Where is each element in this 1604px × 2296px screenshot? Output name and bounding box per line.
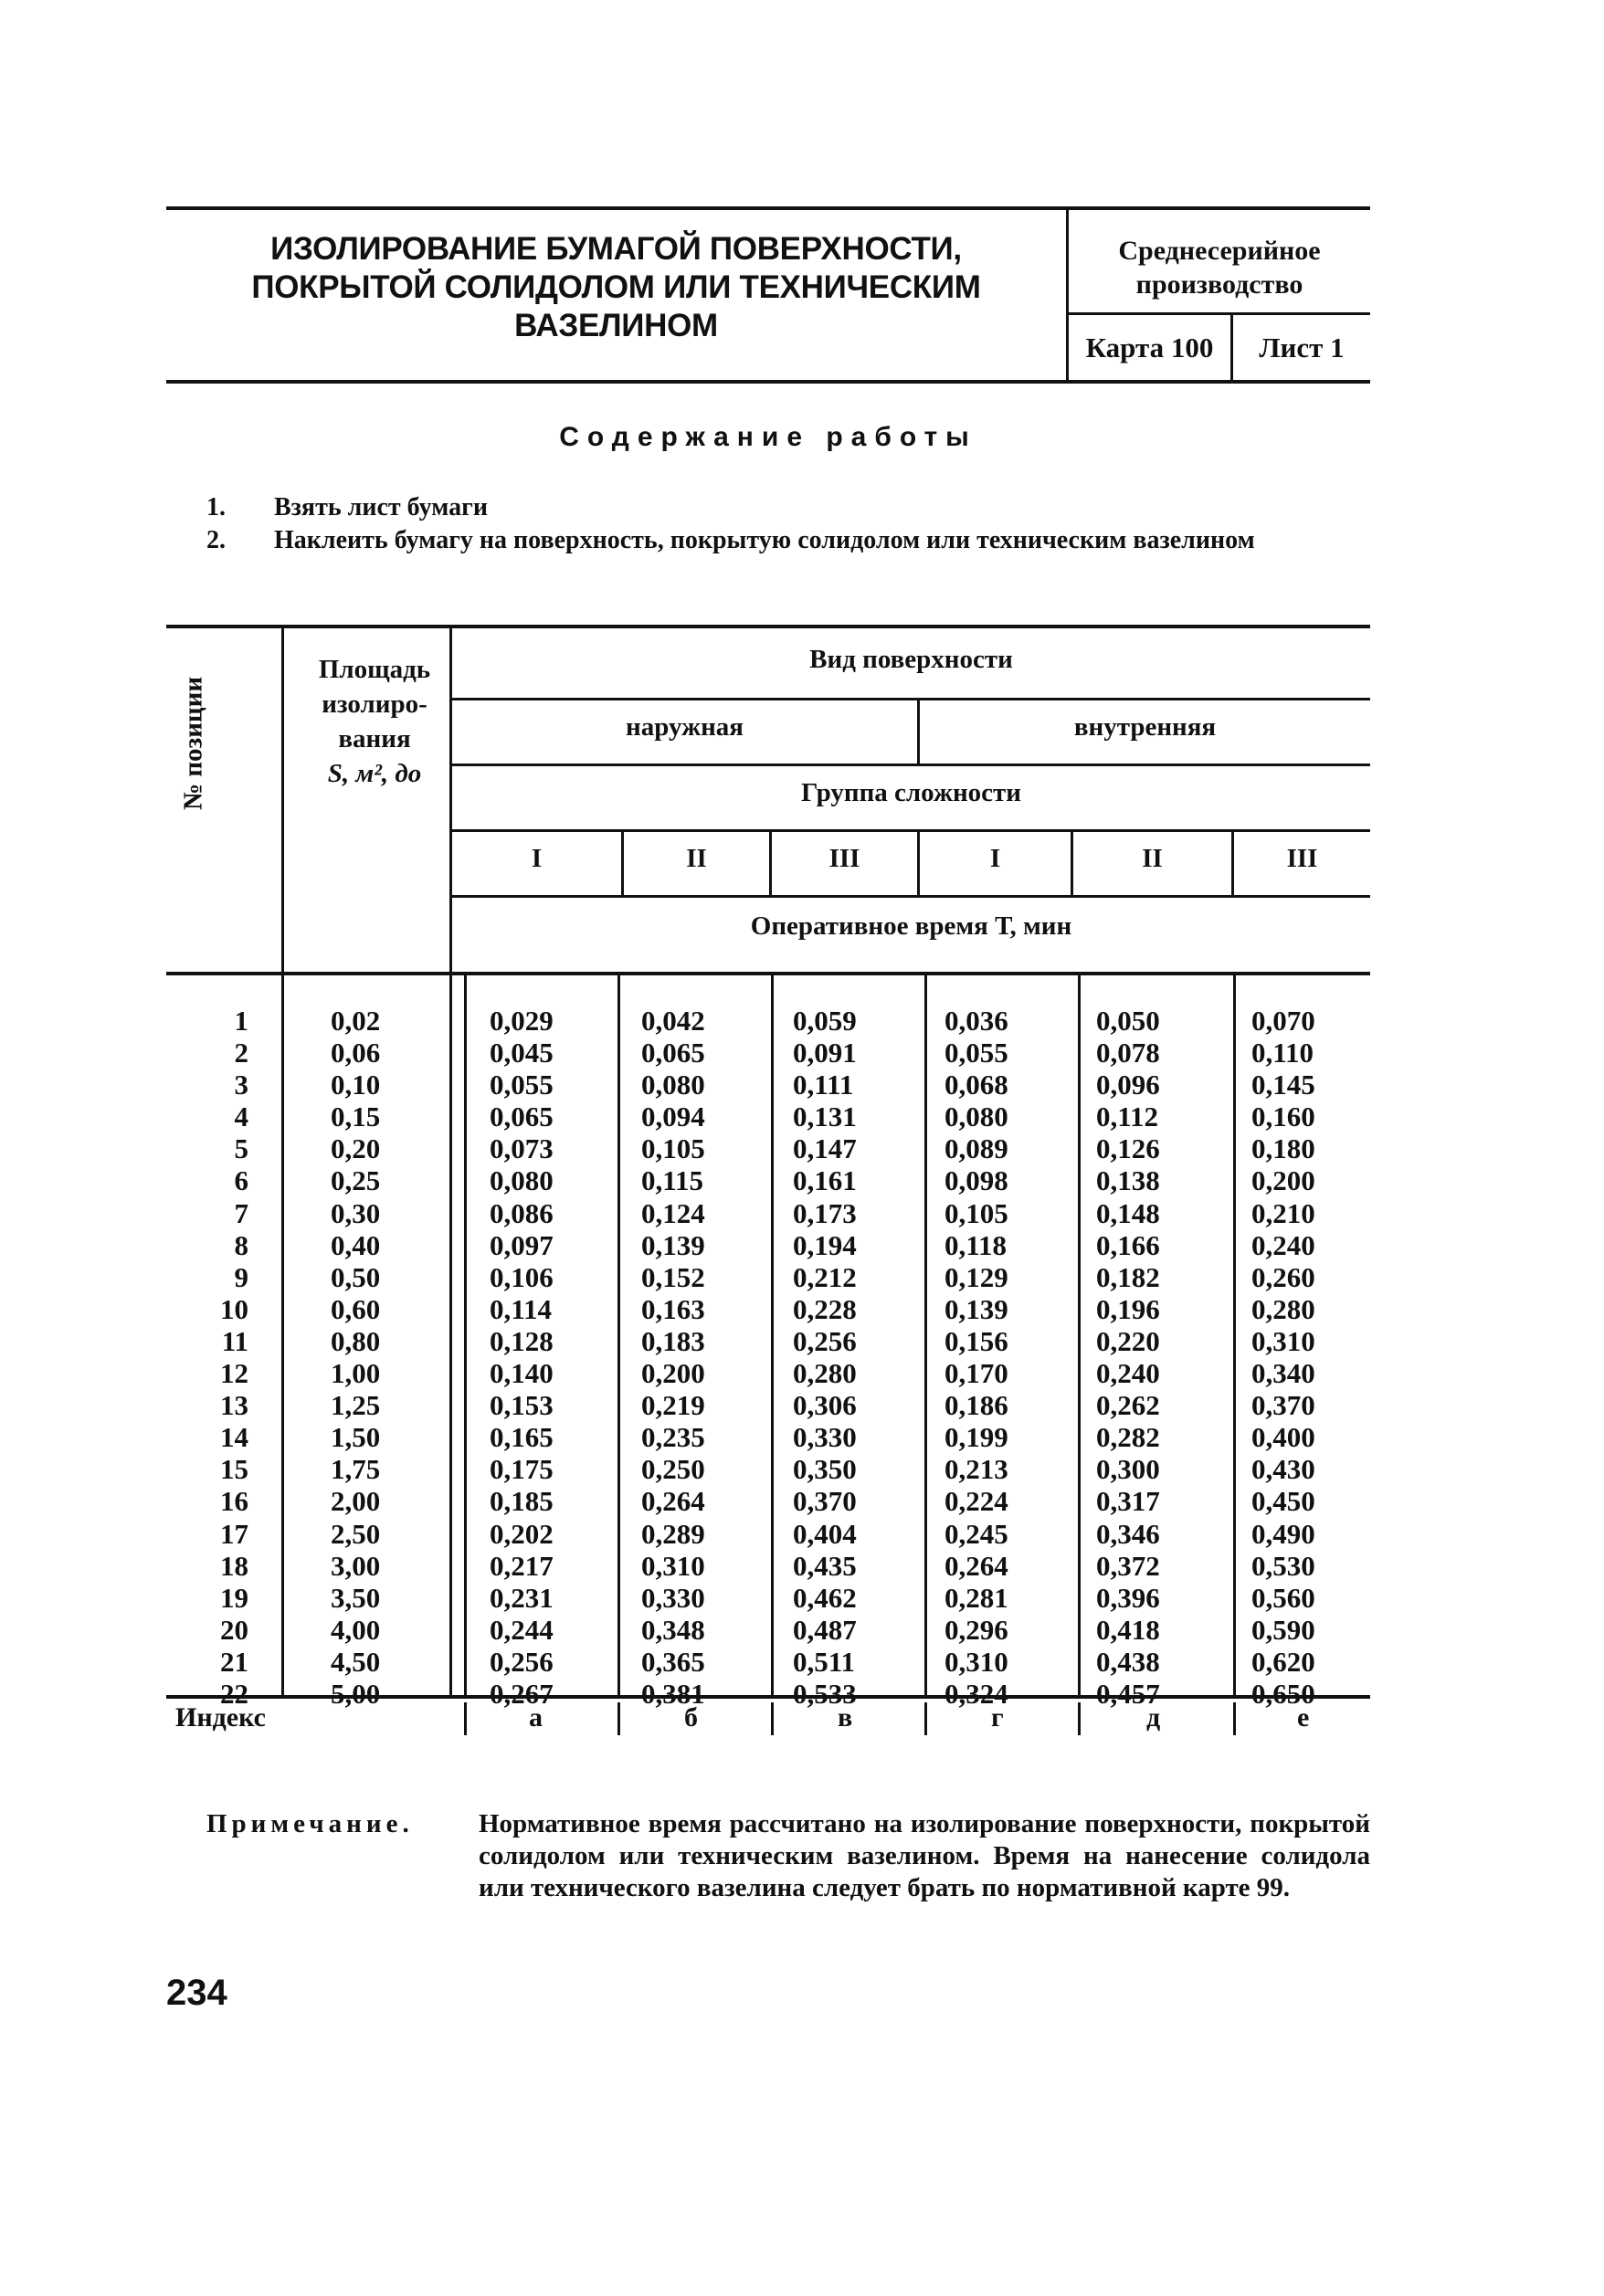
table-rule bbox=[464, 975, 467, 1695]
time-column bbox=[490, 1005, 599, 1710]
time-cell: 0,140 bbox=[490, 1357, 554, 1390]
time-cell: 0,042 bbox=[641, 1005, 705, 1037]
norms-table bbox=[166, 625, 1370, 1786]
time-cell: 0,124 bbox=[641, 1196, 705, 1229]
index-value: б bbox=[684, 1702, 698, 1733]
position-header bbox=[175, 661, 212, 826]
sheet-number: Лист 1 bbox=[1259, 332, 1345, 363]
table-header-rule bbox=[166, 972, 1370, 975]
production-type-line2: производство bbox=[1135, 269, 1303, 300]
time-cell: 0,212 bbox=[793, 1260, 857, 1293]
time-cell: 0,180 bbox=[1251, 1132, 1315, 1165]
position-cell: 12 bbox=[220, 1357, 248, 1390]
area-cell: 0,02 bbox=[331, 1005, 381, 1037]
time-cell: 0,138 bbox=[1096, 1164, 1160, 1197]
time-cell: 0,185 bbox=[490, 1485, 554, 1518]
area-cell: 0,60 bbox=[331, 1292, 381, 1325]
time-cell: 0,152 bbox=[641, 1260, 705, 1293]
time-cell: 0,106 bbox=[490, 1260, 554, 1293]
time-cell: 0,175 bbox=[490, 1453, 554, 1486]
time-cell: 0,404 bbox=[793, 1517, 857, 1550]
time-cell: 0,186 bbox=[944, 1389, 1008, 1422]
time-cell: 0,300 bbox=[1096, 1453, 1160, 1486]
time-cell: 0,400 bbox=[1251, 1421, 1315, 1454]
index-value: в bbox=[838, 1702, 853, 1733]
time-cell: 0,245 bbox=[944, 1517, 1008, 1550]
note-label: Примечание. bbox=[206, 1809, 414, 1838]
time-column bbox=[641, 1005, 751, 1710]
area-header-line: вания bbox=[338, 724, 411, 753]
position-cell: 1 bbox=[234, 1005, 248, 1037]
table-rule bbox=[451, 764, 1370, 766]
position-cell: 5 bbox=[234, 1132, 248, 1165]
time-cell: 0,348 bbox=[641, 1613, 705, 1646]
time-cell: 0,166 bbox=[1096, 1228, 1160, 1261]
time-cell: 0,457 bbox=[1096, 1677, 1160, 1710]
group-header: III bbox=[1286, 844, 1318, 873]
position-cell: 4 bbox=[234, 1101, 248, 1133]
time-cell: 0,450 bbox=[1251, 1485, 1315, 1518]
time-cell: 0,131 bbox=[793, 1101, 857, 1133]
time-cell: 0,165 bbox=[490, 1421, 554, 1454]
area-cell: 1,25 bbox=[331, 1389, 381, 1422]
time-cell: 0,240 bbox=[1251, 1228, 1315, 1261]
time-cell: 0,256 bbox=[490, 1645, 554, 1678]
time-cell: 0,202 bbox=[490, 1517, 554, 1550]
time-cell: 0,098 bbox=[944, 1164, 1008, 1197]
time-cell: 0,170 bbox=[944, 1357, 1008, 1390]
time-cell: 0,111 bbox=[793, 1069, 854, 1101]
area-cell: 0,15 bbox=[331, 1101, 381, 1133]
time-cell: 0,200 bbox=[641, 1357, 705, 1390]
time-cell: 0,620 bbox=[1251, 1645, 1315, 1678]
position-cell: 9 bbox=[234, 1260, 248, 1293]
time-column bbox=[944, 1005, 1054, 1710]
time-column bbox=[1251, 1005, 1361, 1710]
time-cell: 0,231 bbox=[490, 1581, 554, 1614]
time-cell: 0,370 bbox=[1251, 1389, 1315, 1422]
area-header bbox=[288, 652, 461, 791]
table-rule bbox=[924, 975, 927, 1695]
time-cell: 0,080 bbox=[490, 1164, 554, 1197]
time-cell: 0,059 bbox=[793, 1005, 857, 1037]
time-cell: 0,590 bbox=[1251, 1613, 1315, 1646]
time-cell: 0,264 bbox=[641, 1485, 705, 1518]
time-cell: 0,139 bbox=[641, 1228, 705, 1261]
area-cell: 1,75 bbox=[331, 1453, 381, 1486]
time-cell: 0,310 bbox=[1251, 1324, 1315, 1357]
time-cell: 0,219 bbox=[641, 1389, 705, 1422]
production-type bbox=[1069, 210, 1370, 315]
time-cell: 0,224 bbox=[944, 1485, 1008, 1518]
time-cell: 0,250 bbox=[641, 1453, 705, 1486]
time-cell: 0,310 bbox=[944, 1645, 1008, 1678]
area-cell: 0,25 bbox=[331, 1164, 381, 1197]
area-cell: 3,50 bbox=[331, 1581, 381, 1614]
time-cell: 0,228 bbox=[793, 1292, 857, 1325]
area-cell: 1,00 bbox=[331, 1357, 381, 1390]
area-cell: 0,40 bbox=[331, 1228, 381, 1261]
time-cell: 0,148 bbox=[1096, 1196, 1160, 1229]
position-cell: 15 bbox=[220, 1453, 248, 1486]
time-cell: 0,240 bbox=[1096, 1357, 1160, 1390]
table-rule bbox=[464, 1702, 467, 1735]
time-cell: 0,129 bbox=[944, 1260, 1008, 1293]
time-cell: 0,438 bbox=[1096, 1645, 1160, 1678]
work-step-number: 1. bbox=[206, 493, 226, 521]
time-cell: 0,105 bbox=[641, 1132, 705, 1165]
time-cell: 0,128 bbox=[490, 1324, 554, 1357]
card-number: Карта 100 bbox=[1069, 315, 1233, 380]
card-title bbox=[166, 230, 1066, 345]
time-cell: 0,086 bbox=[490, 1196, 554, 1229]
work-step-text: Взять лист бумаги bbox=[274, 493, 488, 521]
time-cell: 0,097 bbox=[490, 1228, 554, 1261]
time-cell: 0,036 bbox=[944, 1005, 1008, 1037]
position-cell: 3 bbox=[234, 1069, 248, 1101]
area-cell: 0,20 bbox=[331, 1132, 381, 1165]
table-rule bbox=[771, 975, 774, 1695]
table-rule bbox=[771, 1702, 774, 1735]
time-cell: 0,153 bbox=[490, 1389, 554, 1422]
group-header: I bbox=[531, 844, 543, 873]
time-column bbox=[1096, 1005, 1206, 1710]
time-cell: 0,256 bbox=[793, 1324, 857, 1357]
time-cell: 0,418 bbox=[1096, 1613, 1160, 1646]
time-cell: 0,381 bbox=[641, 1677, 705, 1710]
group-header: III bbox=[828, 844, 860, 873]
time-cell: 0,365 bbox=[641, 1645, 705, 1678]
inner-surface-header: внутренняя bbox=[1073, 712, 1217, 742]
position-cell: 10 bbox=[220, 1292, 248, 1325]
work-step-text: Наклеить бумагу на поверхность, покрытую солидолом или техническим вазелином bbox=[274, 526, 1255, 554]
time-cell: 0,560 bbox=[1251, 1581, 1315, 1614]
table-rule bbox=[617, 1702, 620, 1735]
time-cell: 0,068 bbox=[944, 1069, 1008, 1101]
time-cell: 0,196 bbox=[1096, 1292, 1160, 1325]
time-cell: 0,145 bbox=[1251, 1069, 1315, 1101]
position-cell: 18 bbox=[220, 1549, 248, 1582]
card-title-box bbox=[166, 210, 1069, 380]
position-cell: 20 bbox=[220, 1613, 248, 1646]
time-column bbox=[793, 1005, 902, 1710]
time-cell: 0,156 bbox=[944, 1324, 1008, 1357]
position-cell: 21 bbox=[220, 1645, 248, 1678]
time-cell: 0,340 bbox=[1251, 1357, 1315, 1390]
time-cell: 0,650 bbox=[1251, 1677, 1315, 1710]
time-cell: 0,262 bbox=[1096, 1389, 1160, 1422]
position-header-label: № позиции bbox=[178, 676, 208, 811]
area-header-line: S, м², до bbox=[327, 759, 422, 788]
time-cell: 0,396 bbox=[1096, 1581, 1160, 1614]
time-cell: 0,139 bbox=[944, 1292, 1008, 1325]
area-cell: 0,10 bbox=[331, 1069, 381, 1101]
time-cell: 0,281 bbox=[944, 1581, 1008, 1614]
position-cell: 6 bbox=[234, 1164, 248, 1197]
table-rule bbox=[451, 895, 1370, 898]
area-cell: 2,50 bbox=[331, 1517, 381, 1550]
group-header: I bbox=[989, 844, 1001, 873]
index-value: е bbox=[1297, 1702, 1310, 1733]
time-cell: 0,350 bbox=[793, 1453, 857, 1486]
time-cell: 0,260 bbox=[1251, 1260, 1315, 1293]
time-cell: 0,065 bbox=[490, 1101, 554, 1133]
time-cell: 0,289 bbox=[641, 1517, 705, 1550]
area-cell: 4,00 bbox=[331, 1613, 381, 1646]
time-cell: 0,070 bbox=[1251, 1005, 1315, 1037]
card-title-line1: ИЗОЛИРОВАНИЕ БУМАГОЙ ПОВЕРХНОСТИ, bbox=[270, 231, 962, 267]
area-cell: 0,50 bbox=[331, 1260, 381, 1293]
area-cell: 1,50 bbox=[331, 1421, 381, 1454]
time-cell: 0,078 bbox=[1096, 1037, 1160, 1069]
table-top-rule bbox=[166, 625, 1370, 628]
card-header bbox=[166, 206, 1370, 384]
time-cell: 0,114 bbox=[490, 1292, 553, 1325]
time-cell: 0,306 bbox=[793, 1389, 857, 1422]
time-cell: 0,089 bbox=[944, 1132, 1008, 1165]
time-cell: 0,105 bbox=[944, 1196, 1008, 1229]
surface-type-header: Вид поверхности bbox=[809, 645, 1013, 674]
position-cell: 19 bbox=[220, 1581, 248, 1614]
position-cell: 7 bbox=[234, 1196, 248, 1229]
position-cell: 13 bbox=[220, 1389, 248, 1422]
time-cell: 0,310 bbox=[641, 1549, 705, 1582]
time-cell: 0,183 bbox=[641, 1324, 705, 1357]
position-cell: 11 bbox=[221, 1324, 248, 1357]
time-cell: 0,118 bbox=[944, 1228, 1008, 1261]
position-cell: 22 bbox=[220, 1677, 248, 1710]
time-cell: 0,487 bbox=[793, 1613, 857, 1646]
group-header: II bbox=[686, 844, 707, 873]
time-cell: 0,055 bbox=[490, 1069, 554, 1101]
time-cell: 0,096 bbox=[1096, 1069, 1160, 1101]
time-cell: 0,200 bbox=[1251, 1164, 1315, 1197]
time-cell: 0,490 bbox=[1251, 1517, 1315, 1550]
table-rule bbox=[1078, 1702, 1081, 1735]
time-cell: 0,370 bbox=[793, 1485, 857, 1518]
table-rule bbox=[451, 698, 1370, 700]
area-cell: 4,50 bbox=[331, 1645, 381, 1678]
time-cell: 0,194 bbox=[793, 1228, 857, 1261]
time-cell: 0,235 bbox=[641, 1421, 705, 1454]
area-header-line: изолиро- bbox=[322, 690, 427, 719]
group-header: II bbox=[1142, 844, 1163, 873]
position-cell: 17 bbox=[220, 1517, 248, 1550]
table-rule bbox=[1078, 975, 1081, 1695]
table-rule bbox=[617, 975, 620, 1695]
time-cell: 0,065 bbox=[641, 1037, 705, 1069]
position-cell: 14 bbox=[220, 1421, 248, 1454]
time-cell: 0,055 bbox=[944, 1037, 1008, 1069]
time-cell: 0,264 bbox=[944, 1549, 1008, 1582]
time-cell: 0,126 bbox=[1096, 1132, 1160, 1165]
time-cell: 0,094 bbox=[641, 1101, 705, 1133]
table-rule bbox=[1233, 975, 1236, 1695]
index-value: а bbox=[529, 1702, 543, 1733]
time-cell: 0,330 bbox=[793, 1421, 857, 1454]
table-rule bbox=[924, 1702, 927, 1735]
table-rule bbox=[281, 625, 284, 1695]
time-cell: 0,173 bbox=[793, 1196, 857, 1229]
time-cell: 0,317 bbox=[1096, 1485, 1160, 1518]
time-cell: 0,115 bbox=[641, 1164, 704, 1197]
time-cell: 0,511 bbox=[793, 1645, 856, 1678]
time-cell: 0,244 bbox=[490, 1613, 554, 1646]
time-cell: 0,045 bbox=[490, 1037, 554, 1069]
time-cell: 0,147 bbox=[793, 1132, 857, 1165]
time-cell: 0,346 bbox=[1096, 1517, 1160, 1550]
time-cell: 0,324 bbox=[944, 1677, 1008, 1710]
time-cell: 0,161 bbox=[793, 1164, 857, 1197]
time-cell: 0,073 bbox=[490, 1132, 554, 1165]
time-cell: 0,220 bbox=[1096, 1324, 1160, 1357]
time-cell: 0,199 bbox=[944, 1421, 1008, 1454]
time-cell: 0,533 bbox=[793, 1677, 857, 1710]
time-cell: 0,210 bbox=[1251, 1196, 1315, 1229]
time-cell: 0,372 bbox=[1096, 1549, 1160, 1582]
position-cell: 2 bbox=[234, 1037, 248, 1069]
time-cell: 0,217 bbox=[490, 1549, 554, 1582]
time-cell: 0,280 bbox=[793, 1357, 857, 1390]
index-label: Индекс bbox=[175, 1702, 266, 1733]
area-cell: 0,06 bbox=[331, 1037, 381, 1069]
area-cell: 5,00 bbox=[331, 1677, 381, 1710]
production-type-line1: Среднесерийное bbox=[1118, 236, 1321, 266]
time-cell: 0,112 bbox=[1096, 1101, 1159, 1133]
area-column bbox=[331, 1005, 431, 1710]
time-cell: 0,280 bbox=[1251, 1292, 1315, 1325]
time-cell: 0,430 bbox=[1251, 1453, 1315, 1486]
time-cell: 0,435 bbox=[793, 1549, 857, 1582]
area-header-line: Площадь bbox=[318, 655, 431, 684]
time-cell: 0,163 bbox=[641, 1292, 705, 1325]
work-step-number: 2. bbox=[206, 526, 226, 554]
complexity-group-header: Группа сложности bbox=[800, 778, 1022, 807]
time-cell: 0,160 bbox=[1251, 1101, 1315, 1133]
area-cell: 2,00 bbox=[331, 1485, 381, 1518]
card-title-line2: ПОКРЫТОЙ СОЛИДОЛОМ ИЛИ ТЕХНИЧЕСКИМ ВАЗЕЛИНОМ bbox=[251, 269, 981, 343]
time-cell: 0,330 bbox=[641, 1581, 705, 1614]
time-cell: 0,050 bbox=[1096, 1005, 1160, 1037]
time-cell: 0,267 bbox=[490, 1677, 554, 1710]
time-cell: 0,080 bbox=[944, 1101, 1008, 1133]
work-content-title: Содержание работы bbox=[559, 422, 977, 452]
time-cell: 0,182 bbox=[1096, 1260, 1160, 1293]
operative-time-header: Оперативное время Т, мин bbox=[750, 911, 1072, 941]
area-cell: 3,00 bbox=[331, 1549, 381, 1582]
time-cell: 0,462 bbox=[793, 1581, 857, 1614]
index-value: г bbox=[991, 1702, 1004, 1733]
time-cell: 0,110 bbox=[1251, 1037, 1314, 1069]
time-cell: 0,282 bbox=[1096, 1421, 1160, 1454]
position-column bbox=[194, 1005, 248, 1710]
time-cell: 0,080 bbox=[641, 1069, 705, 1101]
outer-surface-header: наружная bbox=[626, 712, 744, 742]
time-cell: 0,530 bbox=[1251, 1549, 1315, 1582]
time-cell: 0,091 bbox=[793, 1037, 857, 1069]
table-rule bbox=[1233, 1702, 1236, 1735]
time-cell: 0,296 bbox=[944, 1613, 1008, 1646]
area-cell: 0,30 bbox=[331, 1196, 381, 1229]
time-cell: 0,213 bbox=[944, 1453, 1008, 1486]
position-cell: 8 bbox=[234, 1228, 248, 1261]
page-number: 234 bbox=[166, 1973, 227, 2013]
note-text: Нормативное время рассчитано на изолирование поверхности, покрытой солидолом или техническим вазелином. Время на нанесение солидола или технического вазелина следует брать по нормативной карте 99. bbox=[479, 1809, 1370, 1902]
position-cell: 16 bbox=[220, 1485, 248, 1518]
time-cell: 0,029 bbox=[490, 1005, 554, 1037]
area-cell: 0,80 bbox=[331, 1324, 381, 1357]
index-value: д bbox=[1146, 1702, 1161, 1733]
